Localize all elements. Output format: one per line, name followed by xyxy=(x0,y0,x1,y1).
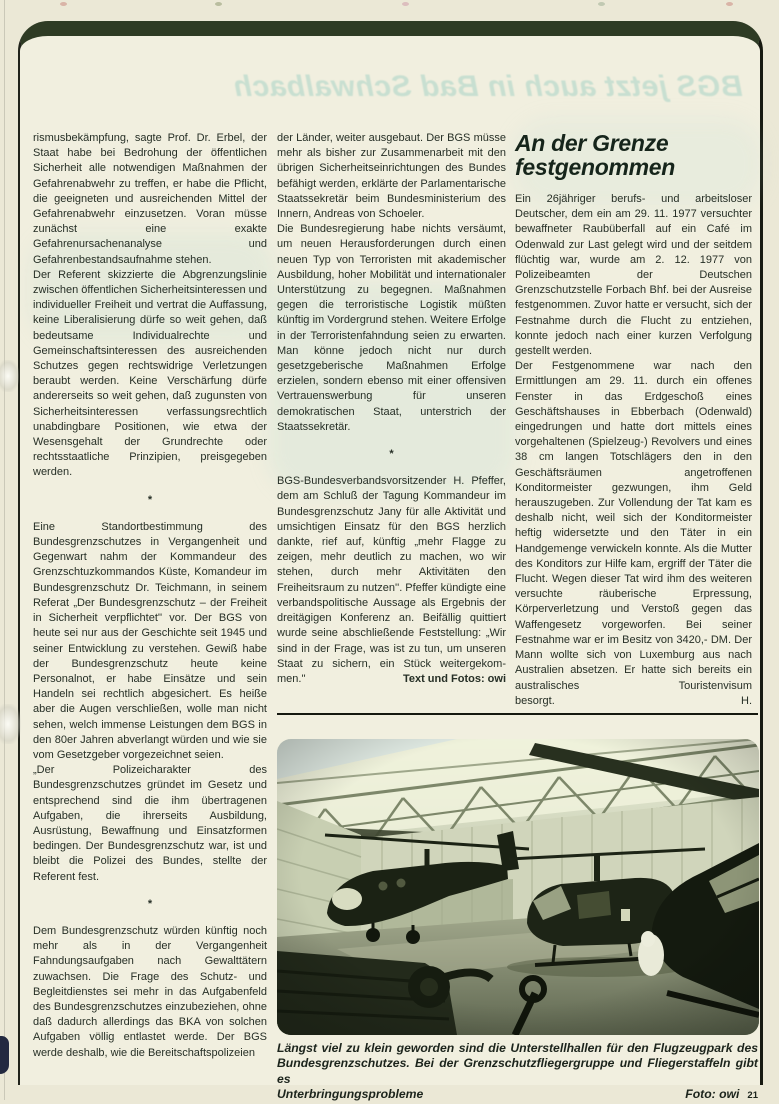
paragraph: Der Festgenommene war nach den Ermittlungen am 29. 11. durch ein offenes Fenster in das Erdgeschoß eines Geschäftshauses in Ebberbach (Odenwald) eingedrungen und hatte dort mittels eines vorgehaltenen (Spielzeug-) Revolvers und eines 38 cm langen Totschlägers den in den Geschäftsräumen angetroffenen Konditormeister gezwungen, ihm Geld herauszugeben. Zur Vollendung der Tat kam es deshalb nicht, weil sich der Konditormeister heftig widersetzte und den Täter in ein Handgemenge verwickeln konnte. Als die Mutter des Konditors zur Hilfe kam, ergriff der Täter die Flucht. Wegen dieser Tat wird ihm des weiteren versuchte räuberische Erpressung, Körperverletzung und Verstoß gegen das Waffengesetz vorgeworfen. Bei seiner Festnahme war er im Besitz von 3420,- DM. Der Mann wollte sich von Luxemburg aus nach Australien absetzen. Er hatte sich bereits ein australisches Touristenvisum xyxy=(515,360,752,692)
article-credit-line xyxy=(277,672,506,687)
bleed-through-headline: BGS jetzt auch in Bad Schwalbach xyxy=(233,70,743,103)
scan-artifact xyxy=(0,1036,9,1074)
article-headline xyxy=(515,132,752,179)
paragraph: „Der Polizeicharakter des Bundesgrenzschutzes gründet im Gesetz und entsprechend sind die ihm übertragenen Aufgaben, die ihrerseits Ausbildung, Ausrüstung, Bewaffnung und Einsatzformen bedingen. Der Bundesgrenzschutz war, ist und bleibt die Polizei des Bundes, stellte der Referent fest. xyxy=(33,764,267,883)
divider-rule xyxy=(277,713,758,715)
page-number: 21 xyxy=(747,1090,758,1102)
column-3 xyxy=(515,131,752,709)
column-2 xyxy=(277,131,506,687)
scan-smudge xyxy=(0,360,19,392)
paragraph: der Länder, weiter ausgebaut. Der BGS müsse mehr als bisher zur Zusammenarbeit mit den übrigen Sicherheitseinrichtungen des Bundes befähigt werden, erklärte der Parlamentarische Staatssekretär beim Bundesministerium des Innern, Andreas von Schoeler. xyxy=(277,132,506,221)
scan-smudge xyxy=(0,704,21,744)
column-1 xyxy=(33,131,267,1061)
print-fleck xyxy=(60,2,67,6)
section-separator: * xyxy=(147,493,153,506)
print-fleck xyxy=(598,2,605,6)
paragraph: Ein 26jähriger berufs- und arbeitsloser Deutscher, dem ein am 29. 11. 1977 versuchter bewaffneter Raubüberfall auf ein Café im Odenwald zur Last gelegt wird und der seitdem flüchtig war, wurde am 2. 12. 1977 von Polizeibeamten der Deutschen Grenzschutzstelle Forbach Bhf. bei der Ausreise festgenommen. Zuvor hatte er versucht, sich der Festnahme durch die Flucht zu entziehen, konnte jedoch nach einer kurzen Verfolgung gestellt werden. xyxy=(515,193,752,358)
paragraph: rismusbekämpfung, sagte Prof. Dr. Erbel, der Staat habe bei Bedrohung der öffentlichen Sicherheit alle notwendigen Maßnahmen der Gefahrenabwehr zu treffen, er habe die Pflicht, die geeigneten und ausreichenden Mittel der Gefahrenabwehr einzusetzen. Voran müsse zunächst eine exakte Gefahrenursachenanalyse und Gefahrenbestandsaufnahme stehen. xyxy=(33,132,267,266)
paragraph-tail: besorgt. xyxy=(515,694,555,707)
text-photo-credit: Text und Fotos: owi xyxy=(402,672,506,685)
caption-tail: Unterbringungsprobleme xyxy=(277,1087,424,1102)
print-fleck xyxy=(215,2,222,6)
hangar-photo-illustration xyxy=(277,739,759,1035)
section-separator: * xyxy=(147,897,153,910)
photo-credit xyxy=(685,1087,758,1103)
photo-credit-text: Foto: owi xyxy=(685,1087,740,1102)
print-fleck xyxy=(402,2,409,6)
caption-text: Längst viel zu klein geworden sind die Unterstellhallen für den Flugzeugpark des Bundesgrenzschutzes. Bei der Grenzschutzfliegergruppe und Fliegerstaffeln gibt es xyxy=(277,1041,758,1086)
paragraph: Dem Bundesgrenzschutz würden künftig noch mehr als in der Vergangenheit Fahndungsaufgaben nach Gewalttätern zuwachsen. Die Frage des Schutz- und Begleitdienstes sei mehr in das Aufgabenfeld des Bundesgrenzschutzes einzubeziehen, ohne daß dadurch allerdings das BKA von solchen Aufgaben völlig entlastet werde. Der BGS werde deshalb, wie die Bereitschaftspolizeien xyxy=(33,924,267,1059)
paragraph: Der Referent skizzierte die Abgrenzungslinie zwischen öffentlichen Sicherheitsinteressen und individueller Freiheit und vertrat die Auffassung, keine Liberalisierung dürfe so weit gehen, daß bedeutsame Individualrechte und Gemeinschaftsinteressen des ausreichenden Schutzes gegen rechtswidrige Verletzungen beraubt werden. Keine Verschärfung dürfe andererseits so weit gehen, daß zugunsten von Sicherheitsinteressen verfassungsrechtlich unabdingbare Positionen, wie etwa der Wesensgehalt der Grundrechte oder rechtsstaatliche Prinzipien, preisgegeben werden. xyxy=(33,268,267,479)
photo-caption xyxy=(277,1041,758,1104)
author-initial: H. xyxy=(741,694,752,707)
headline-line-1: An der Grenze xyxy=(515,130,669,156)
print-fleck xyxy=(726,2,733,6)
headline-line-2: festgenommen xyxy=(515,153,675,180)
paragraph-tail: men.'' xyxy=(277,672,306,685)
paragraph: Eine Standortbestimmung des Bundesgrenzschutzes in Vergangenheit und Gegenwart nahm der Kommandeur des Grenzschtuzkommandos Küste, Komandeur im Bundesgrenzschutz Dr. Teichmann, in seinem Referat „Der Bundesgrenzschutz – der Freiheit in Sicherheit verpflichtet'' vor. Der BGS von heute sei nur aus der Geschichte seit 1945 und seiner Entwicklung zu verstehen. Gewiß habe der Bundesgrenzschutz heute keine Personalnot, er habe Einsätze und sein Handeln sei rechtlich abgesichert. Es heiße aber die Augen verschließen, wolle man nicht sehen, welch immense Leistungen dem BGS in den 80er Jahren abverlangt würden und wie sie vom Gesetzgeber vorgezeichnet seien. xyxy=(33,520,267,761)
paragraph: BGS-Bundesverbandsvorsitzender H. Pfeffer, dem am Schluß der Tagung Kommandeur im Bundesgrenzschutz Jany für alle Aktivität und umsichtigen Einsatz für den BGS herzlich dankte, rief auf, künftig „mehr Flagge zu zeigen, mehr deutlich zu machen, wo wir stehen, durch mehr Aktivitäten den Freiheitsraum zu nutzen''. Pfeffer kündigte eine verbandspolitische Aussage als Ergebnis der dreitägigen Konferenz an. Beifällig quittiert wurde seine abschließende Feststellung: „Wir sind in der Frage, was ist zu tun, um unseren Staat zu sichern, ein Stück weitergekom- xyxy=(277,475,507,670)
paragraph: Die Bundesregierung habe nichts versäumt, um neuen Herausforderungen durch einen neuen Typ von Terroristen mit akademischer Ausbildung, hoher Mobilität und internationaler Unterstützung zu begegnen. Maßnahmen gegen die terroristische Logistik müßten künftig im Vordergrund stehen. Weitere Erfolge in der Terroristenfahndung seien zu erwarten. Man könne jedoch nicht nur durch gesetzgeberische Maßnahmen Erfolge erzielen, sondern ebenso mit einer offensiven Vertrauenswerbung für unseren demokratischen Staat, unterstrich der Staatssekretär. xyxy=(277,223,506,433)
scan-edge-line xyxy=(4,0,5,1100)
article-signature-line xyxy=(515,694,752,709)
hangar-helicopters-photo xyxy=(277,739,759,1035)
caption-credit-line xyxy=(277,1087,758,1103)
section-separator: * xyxy=(389,448,394,461)
